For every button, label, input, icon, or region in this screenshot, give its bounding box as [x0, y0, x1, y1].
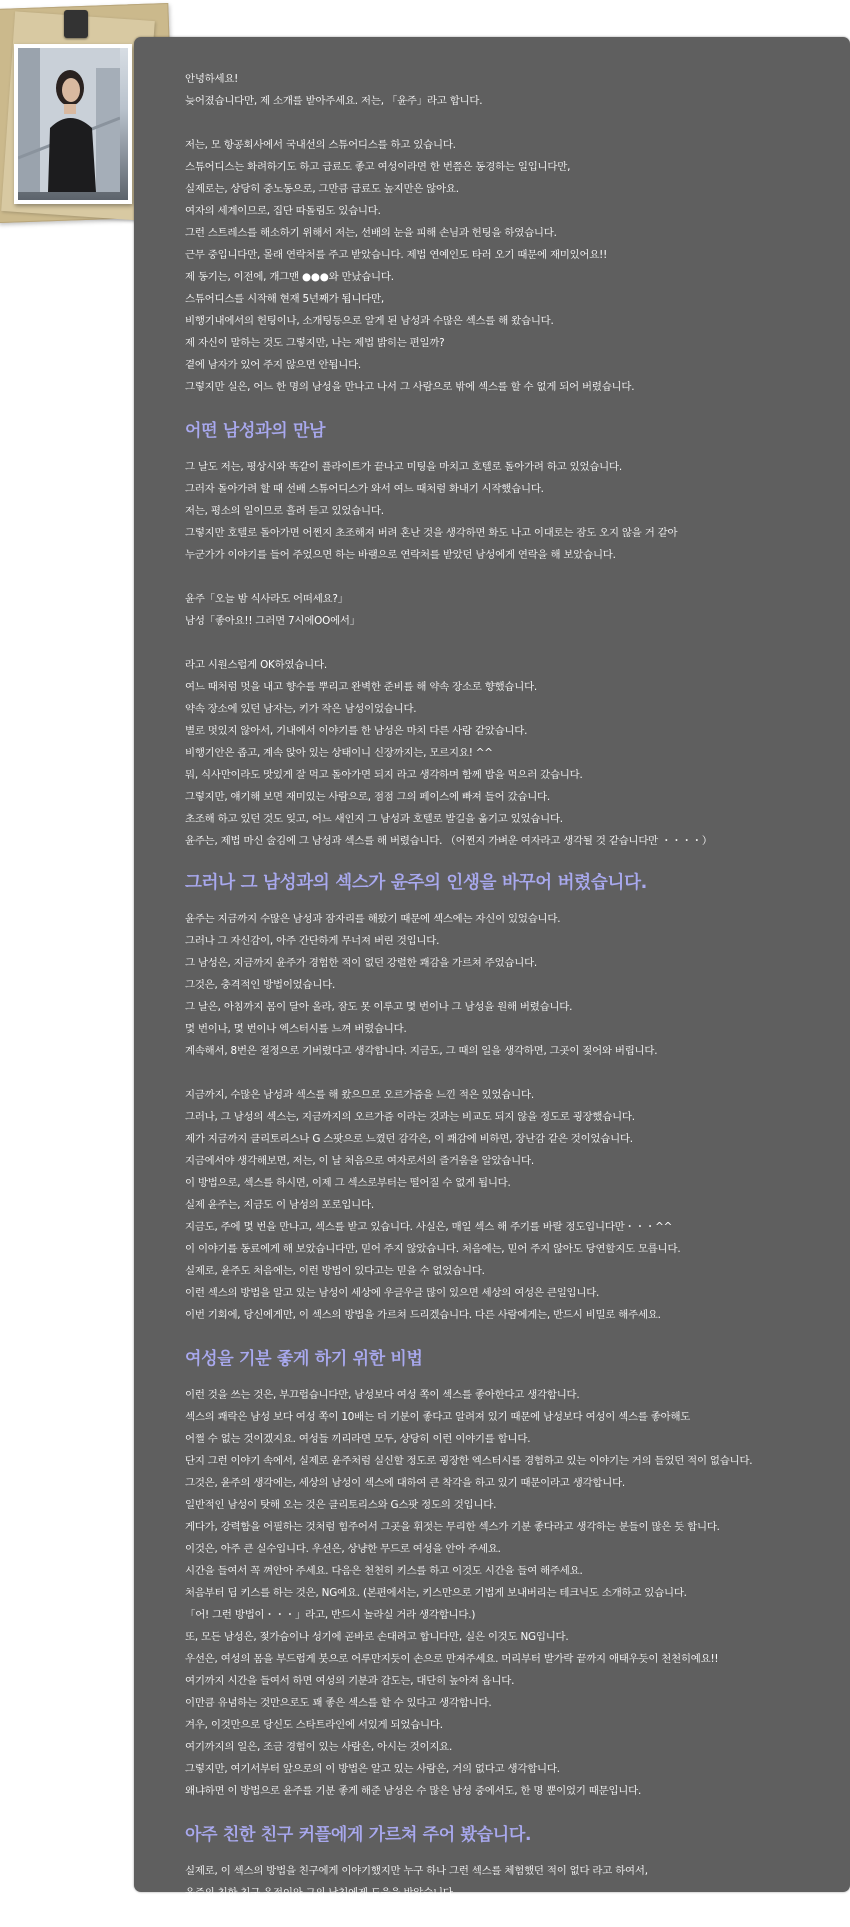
text-line: 실제로, 이 섹스의 방법을 친구에게 이야기했지만 누구 하나 그런 섹스를 체험했던 적이 없다 라고 하여서, [185, 1865, 648, 1877]
text-line: 그 날도 저는, 평상시와 똑같이 플라이트가 끝나고 미팅을 마치고 호텔로 돌아가려 하고 있었습니다. [185, 461, 622, 473]
text-line: 윤주의 친한 친구 은정이와 그의 남친에게 도움을 받았습니다. [185, 1887, 456, 1899]
text-line: 누군가가 이야기를 들어 주었으면 하는 바램으로 연락처를 받았던 남성에게 연락을 해 보았습니다. [185, 549, 616, 561]
text-line: 그러자 돌아가려 할 때 선배 스튜어디스가 와서 여느 때처럼 화내기 시작했습니다. [185, 483, 544, 495]
text-line: 우선은, 여성의 몸을 부드럽게 붓으로 어루만지듯이 손으로 만져주세요. 머리부터 발가락 끝까지 애태우듯이 천천히예요!! [185, 1653, 719, 1665]
paragraph-gap [185, 1062, 825, 1084]
text-line: 그렇지만, 얘기해 보면 재미있는 사람으로, 점점 그의 페이스에 빠져 들어 갔습니다. [185, 791, 550, 803]
profile-photo [18, 48, 128, 200]
text-line: 실제로는, 상당히 중노동으로, 그만큼 급료도 높지만은 않아요. [185, 183, 459, 195]
text-line: 안녕하세요! [185, 73, 239, 85]
text-line: 실제로, 윤주도 처음에는, 이런 방법이 있다고는 믿을 수 없었습니다. [185, 1265, 485, 1277]
text-line: 근무 중입니다만, 몰래 연락처를 주고 받았습니다. 제법 연예인도 타러 오기 때문에 재미있어요!! [185, 249, 608, 261]
text-line: 「어! 그런 방법이・・・」라고, 반드시 놀라실 거라 생각합니다.) [185, 1609, 476, 1621]
text-line: 여자의 세계이므로, 집단 따돌림도 있습니다. [185, 205, 381, 217]
text-line: 그것은, 충격적인 방법이었습니다. [185, 979, 336, 991]
text-line: 제가 지금까지 클리토리스나 G 스팟으로 느꼈던 감각은, 이 쾌감에 비하면, 장난감 같은 것이었습니다. [185, 1133, 633, 1145]
text-line: 저는, 모 항공회사에서 국내선의 스튜어디스를 하고 있습니다. [185, 139, 456, 151]
text-line: 그런 스트레스를 해소하기 위해서 저는, 선배의 눈을 피해 손님과 헌팅을 하였습니다. [185, 227, 557, 239]
text-line: 어쩔 수 없는 것이겠지요. 여성들 끼리라면 모두, 상당히 이런 이야기를 합니다. [185, 1433, 531, 1445]
paragraph-gap [185, 566, 825, 588]
text-line: 뭐, 식사만이라도 맛있게 잘 먹고 돌아가면 되지 라고 생각하며 함께 밥을 먹으러 갔습니다. [185, 769, 583, 781]
text-line: 이 이야기를 동료에게 해 보았습니다만, 믿어 주지 않았습니다. 처음에는, 믿어 주지 않아도 당연할지도 모릅니다. [185, 1243, 681, 1255]
text-line: 제 자신이 말하는 것도 그렇지만, 나는 제법 밝히는 편일까? [185, 337, 445, 349]
text-line: 또, 모든 남성은, 젖가슴이나 성기에 곧바로 손대려고 합니다만, 실은 이것도 NG입니다. [185, 1631, 569, 1643]
text-line: 곁에 남자가 있어 주지 않으면 안됩니다. [185, 359, 362, 371]
text-line: 그것은, 윤주의 생각에는, 세상의 남성이 섹스에 대하여 큰 착각을 하고 있기 때문이라고 생각합니다. [185, 1477, 626, 1489]
text-line: 지금에서야 생각해보면, 저는, 이 날 처음으로 여자로서의 즐거움을 알았습니다. [185, 1155, 534, 1167]
text-line: 별로 멋있지 않아서, 기내에서 이야기를 한 남성은 마치 다른 사람 같았습니다. [185, 725, 528, 737]
text-line: 게다가, 강력함을 어필하는 것처럼 힘주어서 그곳을 휘젓는 무리한 섹스가 기분 좋다라고 생각하는 분들이 많은 듯 합니다. [185, 1521, 720, 1533]
text-line: 단지 그런 이야기 속에서, 실제로 윤주처럼 실신할 정도로 굉장한 엑스터시를 경험하고 있는 이야기는 거의 들었던 적이 없습니다. [185, 1455, 753, 1467]
text-line: 몇 번이나, 몇 번이나 엑스터시를 느껴 버렸습니다. [185, 1023, 407, 1035]
text-line: 이런 섹스의 방법을 알고 있는 남성이 세상에 우글우글 많이 있으면 세상의 여성은 큰일입니다. [185, 1287, 600, 1299]
text-line: 그러나, 그 남성의 섹스는, 지금까지의 오르가즘 이라는 것과는 비교도 되지 않을 정도로 굉장했습니다. [185, 1111, 635, 1123]
text-line: 여기까지 시간을 들여서 하면 여성의 기분과 감도는, 대단히 높아져 옵니다. [185, 1675, 515, 1687]
text-line: 남성「좋아요!! 그러면 7시에OO에서」 [185, 615, 360, 627]
section-spacer [185, 398, 825, 406]
text-line: 겨우, 이것만으로 당신도 스타트라인에 서있게 되었습니다. [185, 1719, 443, 1731]
text-line: 라고 시원스럽게 OK하였습니다. [185, 659, 327, 671]
text-line: 여기까지의 일은, 조금 경험이 있는 사람은, 아시는 것이지요. [185, 1741, 453, 1753]
text-line: 처음부터 딥 키스를 하는 것은, NG예요. (본편에서는, 키스만으로 기법게 보내버리는 테크닉도 소개하고 있습니다. [185, 1587, 687, 1599]
text-line: 일반적인 남성이 탓해 오는 것은 클리토리스와 G스팟 정도의 것입니다. [185, 1499, 497, 1511]
text-line: 윤주는 지금까지 수많은 남성과 잠자리를 해왔기 때문에 섹스에는 자신이 있었습니다. [185, 913, 561, 925]
text-line: 그러나 그 자신감이, 아주 간단하게 무너져 버린 것입니다. [185, 935, 440, 947]
section-heading: 어떤 남성과의 만남 [185, 421, 326, 441]
text-line: 윤주「오늘 밤 식사라도 어떠세요?」 [185, 593, 348, 605]
text-line: 제 동기는, 이전에, 개그맨 ●●●와 만났습니다. [185, 271, 394, 283]
text-line: 초조해 하고 있던 것도 잊고, 어느 새인지 그 남성과 호텔로 발길을 옮기고 있었습니다. [185, 813, 563, 825]
text-line: 실제 윤주는, 지금도 이 남성의 포로입니다. [185, 1199, 374, 1211]
section-heading: 여성을 기분 좋게 하기 위한 비법 [185, 1349, 423, 1369]
binder-clip-icon [64, 10, 88, 38]
text-line: 이만큼 유념하는 것만으로도 꽤 좋은 섹스를 할 수 있다고 생각합니다. [185, 1697, 492, 1709]
section-spacer [185, 1802, 825, 1810]
text-line: 지금도, 주에 몇 번을 만나고, 섹스를 받고 있습니다. 사실은, 매일 섹스 해 주기를 바랄 정도입니다만・・・^^ [185, 1221, 673, 1233]
section-heading: 그러나 그 남성과의 섹스가 윤주의 인생을 바꾸어 버렸습니다. [185, 873, 648, 893]
text-line: 시간을 들여서 꼭 껴안아 주세요. 다음은 천천히 키스를 하고 이것도 시간을 들여 해주세요. [185, 1565, 583, 1577]
text-line: 왜냐하면 이 방법으로 윤주를 기분 좋게 해준 남성은 수 많은 남성 중에서도, 한 명 뿐이었기 때문입니다. [185, 1785, 642, 1797]
text-line: 여느 때처럼 멋을 내고 향수를 뿌리고 완벽한 준비를 해 약속 장소로 향했습니다. [185, 681, 538, 693]
section-spacer [185, 1326, 825, 1334]
text-line: 섹스의 쾌락은 남성 보다 여성 쪽이 10배는 더 기분이 좋다고 알려져 있기 때문에 남성보다 여성이 섹스를 좋아해도 [185, 1411, 691, 1423]
text-line: 그렇지만 호텔로 돌아가면 어쩐지 초조해져 버려 혼난 것을 생각하면 화도 나고 이대로는 잠도 오지 않을 거 같아 [185, 527, 678, 539]
text-line: 비행기내에서의 헌팅이나, 소개팅등으로 알게 된 남성과 수많은 섹스를 해 왔습니다. [185, 315, 554, 327]
text-line: 스튜어디스를 시작해 현재 5년째가 됩니다만, [185, 293, 384, 305]
text-line: 늦어졌습니다만, 제 소개를 받아주세요. 저는, 「윤주」라고 합니다. [185, 95, 483, 107]
section-heading: 아주 친한 친구 커플에게 가르쳐 주어 봤습니다. [185, 1825, 532, 1845]
text-line: 그렇지만 실은, 어느 한 명의 남성을 만나고 나서 그 사람으로 밖에 섹스를 할 수 없게 되어 버렸습니다. [185, 381, 635, 393]
text-line: 그렇지만, 여기서부터 앞으로의 이 방법은 알고 있는 사람은, 거의 없다고 생각합니다. [185, 1763, 560, 1775]
text-line: 이것은, 아주 큰 실수입니다. 우선은, 상냥한 무드로 여성을 안아 주세요. [185, 1543, 501, 1555]
text-line: 약속 장소에 있던 남자는, 키가 작은 남성이었습니다. [185, 703, 417, 715]
text-line: 지금까지, 수많은 남성과 섹스를 해 왔으므로 오르가즘을 느낀 적은 있었습니다. [185, 1089, 534, 1101]
text-line: 이번 기회에, 당신에게만, 이 섹스의 방법을 가르쳐 드리겠습니다. 다른 사람에게는, 반드시 비밀로 해주세요. [185, 1309, 661, 1321]
text-line: 스튜어디스는 화려하기도 하고 급료도 좋고 여성이라면 한 번쯤은 동경하는 일입니다만, [185, 161, 571, 173]
text-line: 이 방법으로, 섹스를 하시면, 이제 그 섹스로부터는 떨어질 수 없게 됩니다. [185, 1177, 511, 1189]
text-line: 이런 것을 쓰는 것은, 부끄럽습니다만, 남성보다 여성 쪽이 섹스를 좋아한다고 생각합니다. [185, 1389, 580, 1401]
text-line: 그 남성은, 지금까지 윤주가 경험한 적이 없던 강렬한 쾌감을 가르쳐 주었습니다. [185, 957, 538, 969]
text-line: 비행기안은 좁고, 계속 앉아 있는 상태이니 신장까지는, 모르지요! ^^ [185, 747, 493, 759]
text-line: 계속해서, 8번은 절정으로 기버렸다고 생각합니다. 지금도, 그 때의 일을 생각하면, 그곳이 젖어와 버립니다. [185, 1045, 658, 1057]
profile-photo-frame [14, 44, 132, 204]
article-body [185, 68, 825, 1904]
text-line: 그 날은, 아침까지 몸이 달아 올라, 잠도 못 이루고 몇 번이나 그 남성을 원해 버렸습니다. [185, 1001, 573, 1013]
paragraph-gap [185, 112, 825, 134]
text-line: 저는, 평소의 일이므로 흘려 듣고 있었습니다. [185, 505, 384, 517]
text-line: 윤주는, 제법 마신 술김에 그 남성과 섹스를 해 버렸습니다. （어쩐지 가벼운 여자라고 생각될 것 같습니다만 ・・・・） [185, 835, 713, 847]
paragraph-gap [185, 632, 825, 654]
